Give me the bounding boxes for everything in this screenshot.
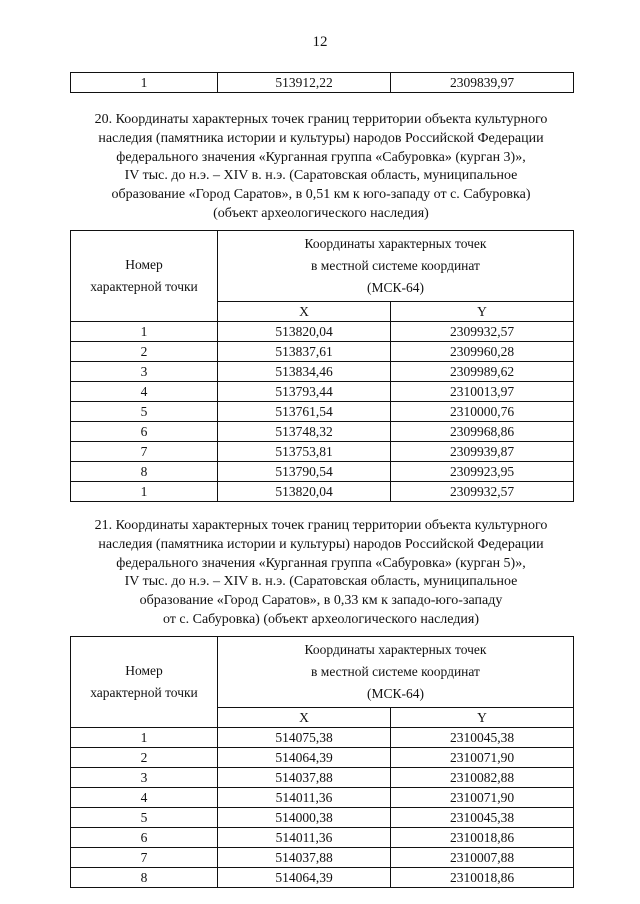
cell-x-coordinate: 513753,81: [218, 442, 391, 462]
table-row: [71, 748, 574, 768]
column-header-coordinate-system: [218, 637, 574, 708]
cell-x-coordinate: 513912,22: [218, 73, 391, 93]
table-row: [71, 362, 574, 382]
cell-point-number: 1: [71, 73, 218, 93]
column-header-y: Y: [391, 302, 574, 322]
table-row: [71, 462, 574, 482]
cell-point-number: 8: [71, 462, 218, 482]
cell-point-number: 8: [71, 868, 218, 888]
table-row: [71, 868, 574, 888]
table-row: [71, 402, 574, 422]
text-line: от с. Сабуровка) (объект археологического наследия): [162, 611, 480, 627]
section-21-heading: [62, 517, 580, 630]
cell-y-coordinate: 2309989,62: [391, 362, 574, 382]
text-line: (МСК-64): [367, 686, 424, 701]
cell-point-number: 4: [71, 382, 218, 402]
cell-point-number: 5: [71, 402, 218, 422]
coordinates-table-continuation: [70, 72, 574, 93]
cell-y-coordinate: 2309923,95: [391, 462, 574, 482]
section-20-heading: [62, 111, 580, 224]
cell-y-coordinate: 2309839,97: [391, 73, 574, 93]
cell-point-number: 1: [71, 728, 218, 748]
cell-point-number: 1: [71, 322, 218, 342]
text-line: 20. Координаты характерных точек границ территории объекта культурного: [94, 112, 548, 127]
page-number: 12: [312, 34, 328, 50]
text-line: Координаты характерных точек: [304, 642, 487, 657]
coordinates-table-section-21: [70, 636, 574, 888]
cell-x-coordinate: 513834,46: [218, 362, 391, 382]
cell-point-number: 5: [71, 808, 218, 828]
text-line: федерального значения «Курганная группа «Сабуровка» (курган 3)»,: [116, 149, 526, 165]
text-line: образование «Город Саратов», в 0,51 км к юго-западу от с. Сабуровка): [111, 187, 531, 203]
cell-y-coordinate: 2309939,87: [391, 442, 574, 462]
text-line: (МСК-64): [367, 280, 424, 295]
cell-x-coordinate: 514037,88: [218, 768, 391, 788]
text-line: образование «Город Саратов», в 0,33 км к западо-юго-западу: [139, 593, 503, 609]
cell-x-coordinate: 514011,36: [218, 828, 391, 848]
cell-y-coordinate: 2309932,57: [391, 322, 574, 342]
column-header-y: Y: [391, 708, 574, 728]
cell-x-coordinate: 514000,38: [218, 808, 391, 828]
cell-y-coordinate: 2309960,28: [391, 342, 574, 362]
cell-y-coordinate: 2310018,86: [391, 868, 574, 888]
column-header-point-number: [71, 231, 218, 322]
text-line: федерального значения «Курганная группа «Сабуровка» (курган 5)»,: [116, 555, 526, 571]
cell-x-coordinate: 513820,04: [218, 482, 391, 502]
coordinates-table-section-20: [70, 230, 574, 502]
table-row: [71, 788, 574, 808]
cell-y-coordinate: 2310045,38: [391, 808, 574, 828]
cell-y-coordinate: 2309932,57: [391, 482, 574, 502]
text-line: Номер: [125, 663, 163, 678]
table-row: [71, 482, 574, 502]
cell-point-number: 7: [71, 848, 218, 868]
column-header-coordinate-system: [218, 231, 574, 302]
cell-y-coordinate: 2310071,90: [391, 788, 574, 808]
cell-point-number: 3: [71, 362, 218, 382]
cell-y-coordinate: 2309968,86: [391, 422, 574, 442]
cell-x-coordinate: 514037,88: [218, 848, 391, 868]
cell-y-coordinate: 2310045,38: [391, 728, 574, 748]
cell-y-coordinate: 2310082,88: [391, 768, 574, 788]
cell-point-number: 6: [71, 828, 218, 848]
cell-point-number: 2: [71, 748, 218, 768]
column-header-point-number: [71, 637, 218, 728]
table-body: [71, 73, 574, 93]
cell-y-coordinate: 2310071,90: [391, 748, 574, 768]
cell-y-coordinate: 2310013,97: [391, 382, 574, 402]
table-body: [71, 322, 574, 502]
cell-point-number: 6: [71, 422, 218, 442]
table-row: [71, 442, 574, 462]
table-row: [71, 342, 574, 362]
table-row: [71, 73, 574, 93]
text-line: Номер: [125, 257, 163, 272]
table-body: [71, 728, 574, 888]
column-header-x: X: [218, 302, 391, 322]
cell-x-coordinate: 513790,54: [218, 462, 391, 482]
table-row: [71, 828, 574, 848]
cell-y-coordinate: 2310018,86: [391, 828, 574, 848]
cell-x-coordinate: 513837,61: [218, 342, 391, 362]
cell-point-number: 3: [71, 768, 218, 788]
cell-y-coordinate: 2310000,76: [391, 402, 574, 422]
text-line: (объект археологического наследия): [213, 205, 429, 221]
text-line: Координаты характерных точек: [304, 236, 487, 251]
cell-point-number: 1: [71, 482, 218, 502]
text-line: в местной системе координат: [311, 258, 480, 273]
cell-x-coordinate: 514064,39: [218, 868, 391, 888]
cell-x-coordinate: 514075,38: [218, 728, 391, 748]
table-row: [71, 768, 574, 788]
table-row: [71, 422, 574, 442]
table-row: [71, 382, 574, 402]
cell-x-coordinate: 513820,04: [218, 322, 391, 342]
text-line: наследия (памятника истории и культуры) народов Российской Федерации: [98, 536, 544, 552]
table-row: [71, 808, 574, 828]
cell-x-coordinate: 513748,32: [218, 422, 391, 442]
table-row: [71, 848, 574, 868]
text-line: IV тыс. до н.э. – XIV в. н.э. (Саратовская область, муниципальное: [124, 168, 518, 184]
cell-x-coordinate: 513793,44: [218, 382, 391, 402]
table-row: [71, 322, 574, 342]
text-line: характерной точки: [90, 279, 198, 294]
cell-x-coordinate: 514011,36: [218, 788, 391, 808]
text-line: 21. Координаты характерных точек границ территории объекта культурного: [94, 518, 548, 533]
table-row: [71, 728, 574, 748]
cell-x-coordinate: 513761,54: [218, 402, 391, 422]
text-line: в местной системе координат: [311, 664, 480, 679]
cell-point-number: 4: [71, 788, 218, 808]
text-line: характерной точки: [90, 685, 198, 700]
cell-x-coordinate: 514064,39: [218, 748, 391, 768]
cell-point-number: 7: [71, 442, 218, 462]
text-line: наследия (памятника истории и культуры) народов Российской Федерации: [98, 130, 544, 146]
cell-point-number: 2: [71, 342, 218, 362]
column-header-x: X: [218, 708, 391, 728]
text-line: IV тыс. до н.э. – XIV в. н.э. (Саратовская область, муниципальное: [124, 574, 518, 590]
cell-y-coordinate: 2310007,88: [391, 848, 574, 868]
